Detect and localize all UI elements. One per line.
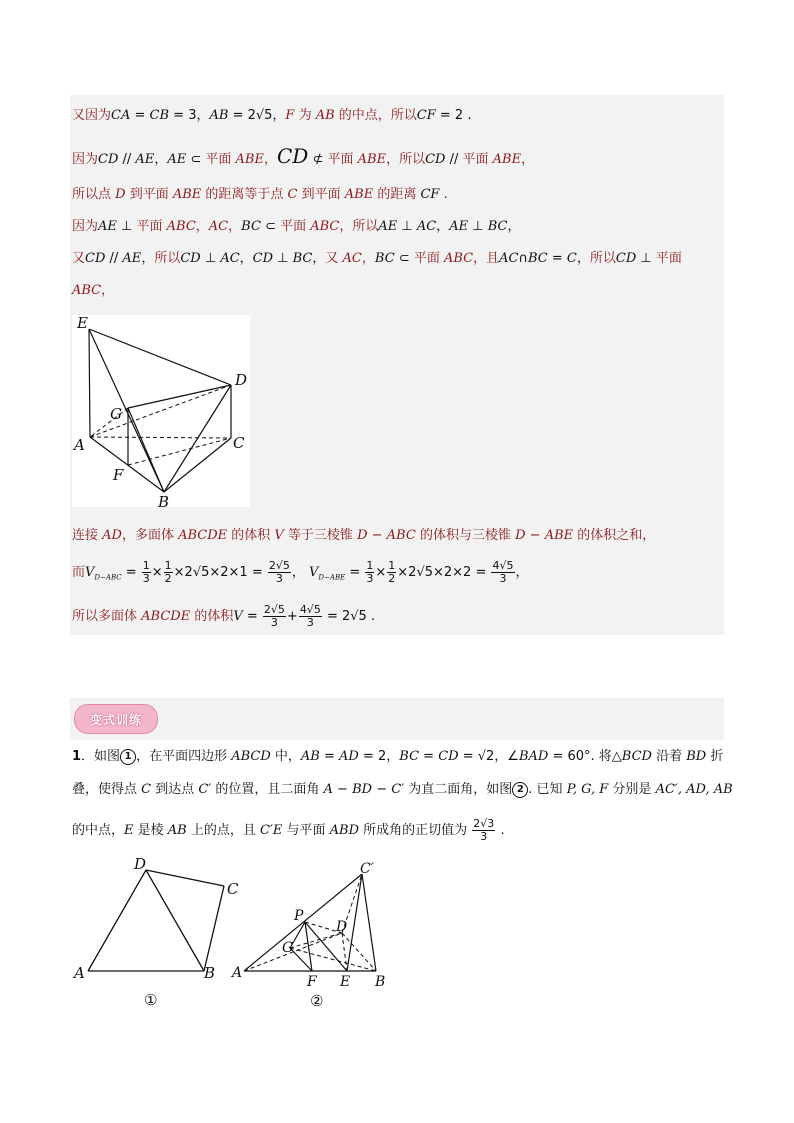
label-F: F — [307, 974, 317, 990]
solution-line-9: 所以多面体 ABCDE 的体积V = $\frac{2√5}{3}$ + $\frac{4√5}{3}$ = 2√5 . — [72, 603, 376, 629]
figure-number-1: ① — [144, 991, 158, 1009]
quadrilateral-diagram — [70, 852, 250, 1012]
figure-folded-pyramid — [230, 860, 400, 1012]
label-B: B — [158, 493, 170, 507]
figure-quadrilateral — [70, 852, 250, 1012]
solution-line-7: 连接 AD，多面体 ABCDE 的体积 V 等于三棱锥 D − ABC 的体积与三棱锥 D − ABE 的体积之和， — [72, 528, 656, 543]
label-D: D — [134, 855, 147, 873]
solution-line-4: 因为AE ⊥ 平面 ABC，AC，BC ⊂ 平面 ABC，所以AE ⊥ AC，AE ⊥ BC， — [72, 219, 521, 234]
label-F: F — [113, 466, 124, 484]
polyhedron-diagram — [72, 315, 250, 507]
label-G: G — [282, 940, 294, 956]
section-header — [70, 698, 724, 740]
label-C: C — [233, 434, 245, 452]
label-C: C — [227, 880, 239, 898]
section-badge: 变式训练 — [74, 704, 158, 734]
label-A: A — [74, 964, 85, 982]
label-E: E — [340, 974, 351, 990]
solution-line-5: 又CD // AE，所以CD ⊥ AC，CD ⊥ BC，又 AC，BC ⊂ 平面 ABC，且AC∩BC = C，所以CD ⊥ 平面 — [72, 251, 682, 266]
label-B: B — [204, 964, 216, 982]
solution-line-1: 又因为CA = CB = 3，AB = 2√5，F 为 AB 的中点，所以CF = 2 . — [72, 108, 472, 123]
label-C-prime: C′ — [360, 861, 374, 877]
problem-line-1: 1．如图 1 ，在平面四边形 ABCD 中，AB = AD = 2，BC = CD = √2，∠BAD = 60°. 将△BCD 沿着 BD 折 — [72, 749, 724, 764]
pyramid-diagram — [230, 860, 400, 1012]
solution-line-3: 所以点 D 到平面 ABE 的距离等于点 C 到平面 ABE 的距离 CF . — [72, 187, 448, 202]
label-G: G — [110, 405, 122, 423]
solution-line-6: ABC， — [72, 283, 115, 298]
solution-line-8: 而$V_{D-ABC}$ = $\frac{1}{3}$ × $\frac{1}{2}$ ×2√5×2×1 = $\frac{2√5}{3}$ ， $V_{D-ABE}$ = $\frac{1}{3}$ × $\frac{1}{2}$ ×2√5×2×2 = $\frac{4√5}{3}$ ， — [72, 559, 529, 585]
figure-polyhedron — [72, 315, 250, 507]
label-D: D — [235, 371, 248, 389]
figure-number-2: ② — [310, 992, 324, 1010]
solution-line-2: 因为CD // AE，AE ⊂ 平面 ABE，CD ⊄ 平面 ABE，所以CD // 平面 ABE， — [72, 144, 535, 168]
label-P: P — [294, 908, 304, 924]
label-B: B — [375, 974, 386, 990]
label-D: D — [336, 919, 348, 935]
label-E: E — [77, 315, 88, 332]
label-A: A — [74, 436, 85, 454]
problem-line-3: 的中点，E 是棱 AB 上的点，且 C′E 与平面 ABD 所成角的正切值为 $\frac{2√3}{3}$ . — [72, 817, 505, 843]
label-A: A — [232, 965, 243, 981]
problem-line-2: 叠，使得点 C 到达点 C′ 的位置，且二面角 A − BD − C′ 为直二面角，如图 2 . 已知 P, G, F 分别是 AC′, AD, AB — [72, 782, 733, 797]
